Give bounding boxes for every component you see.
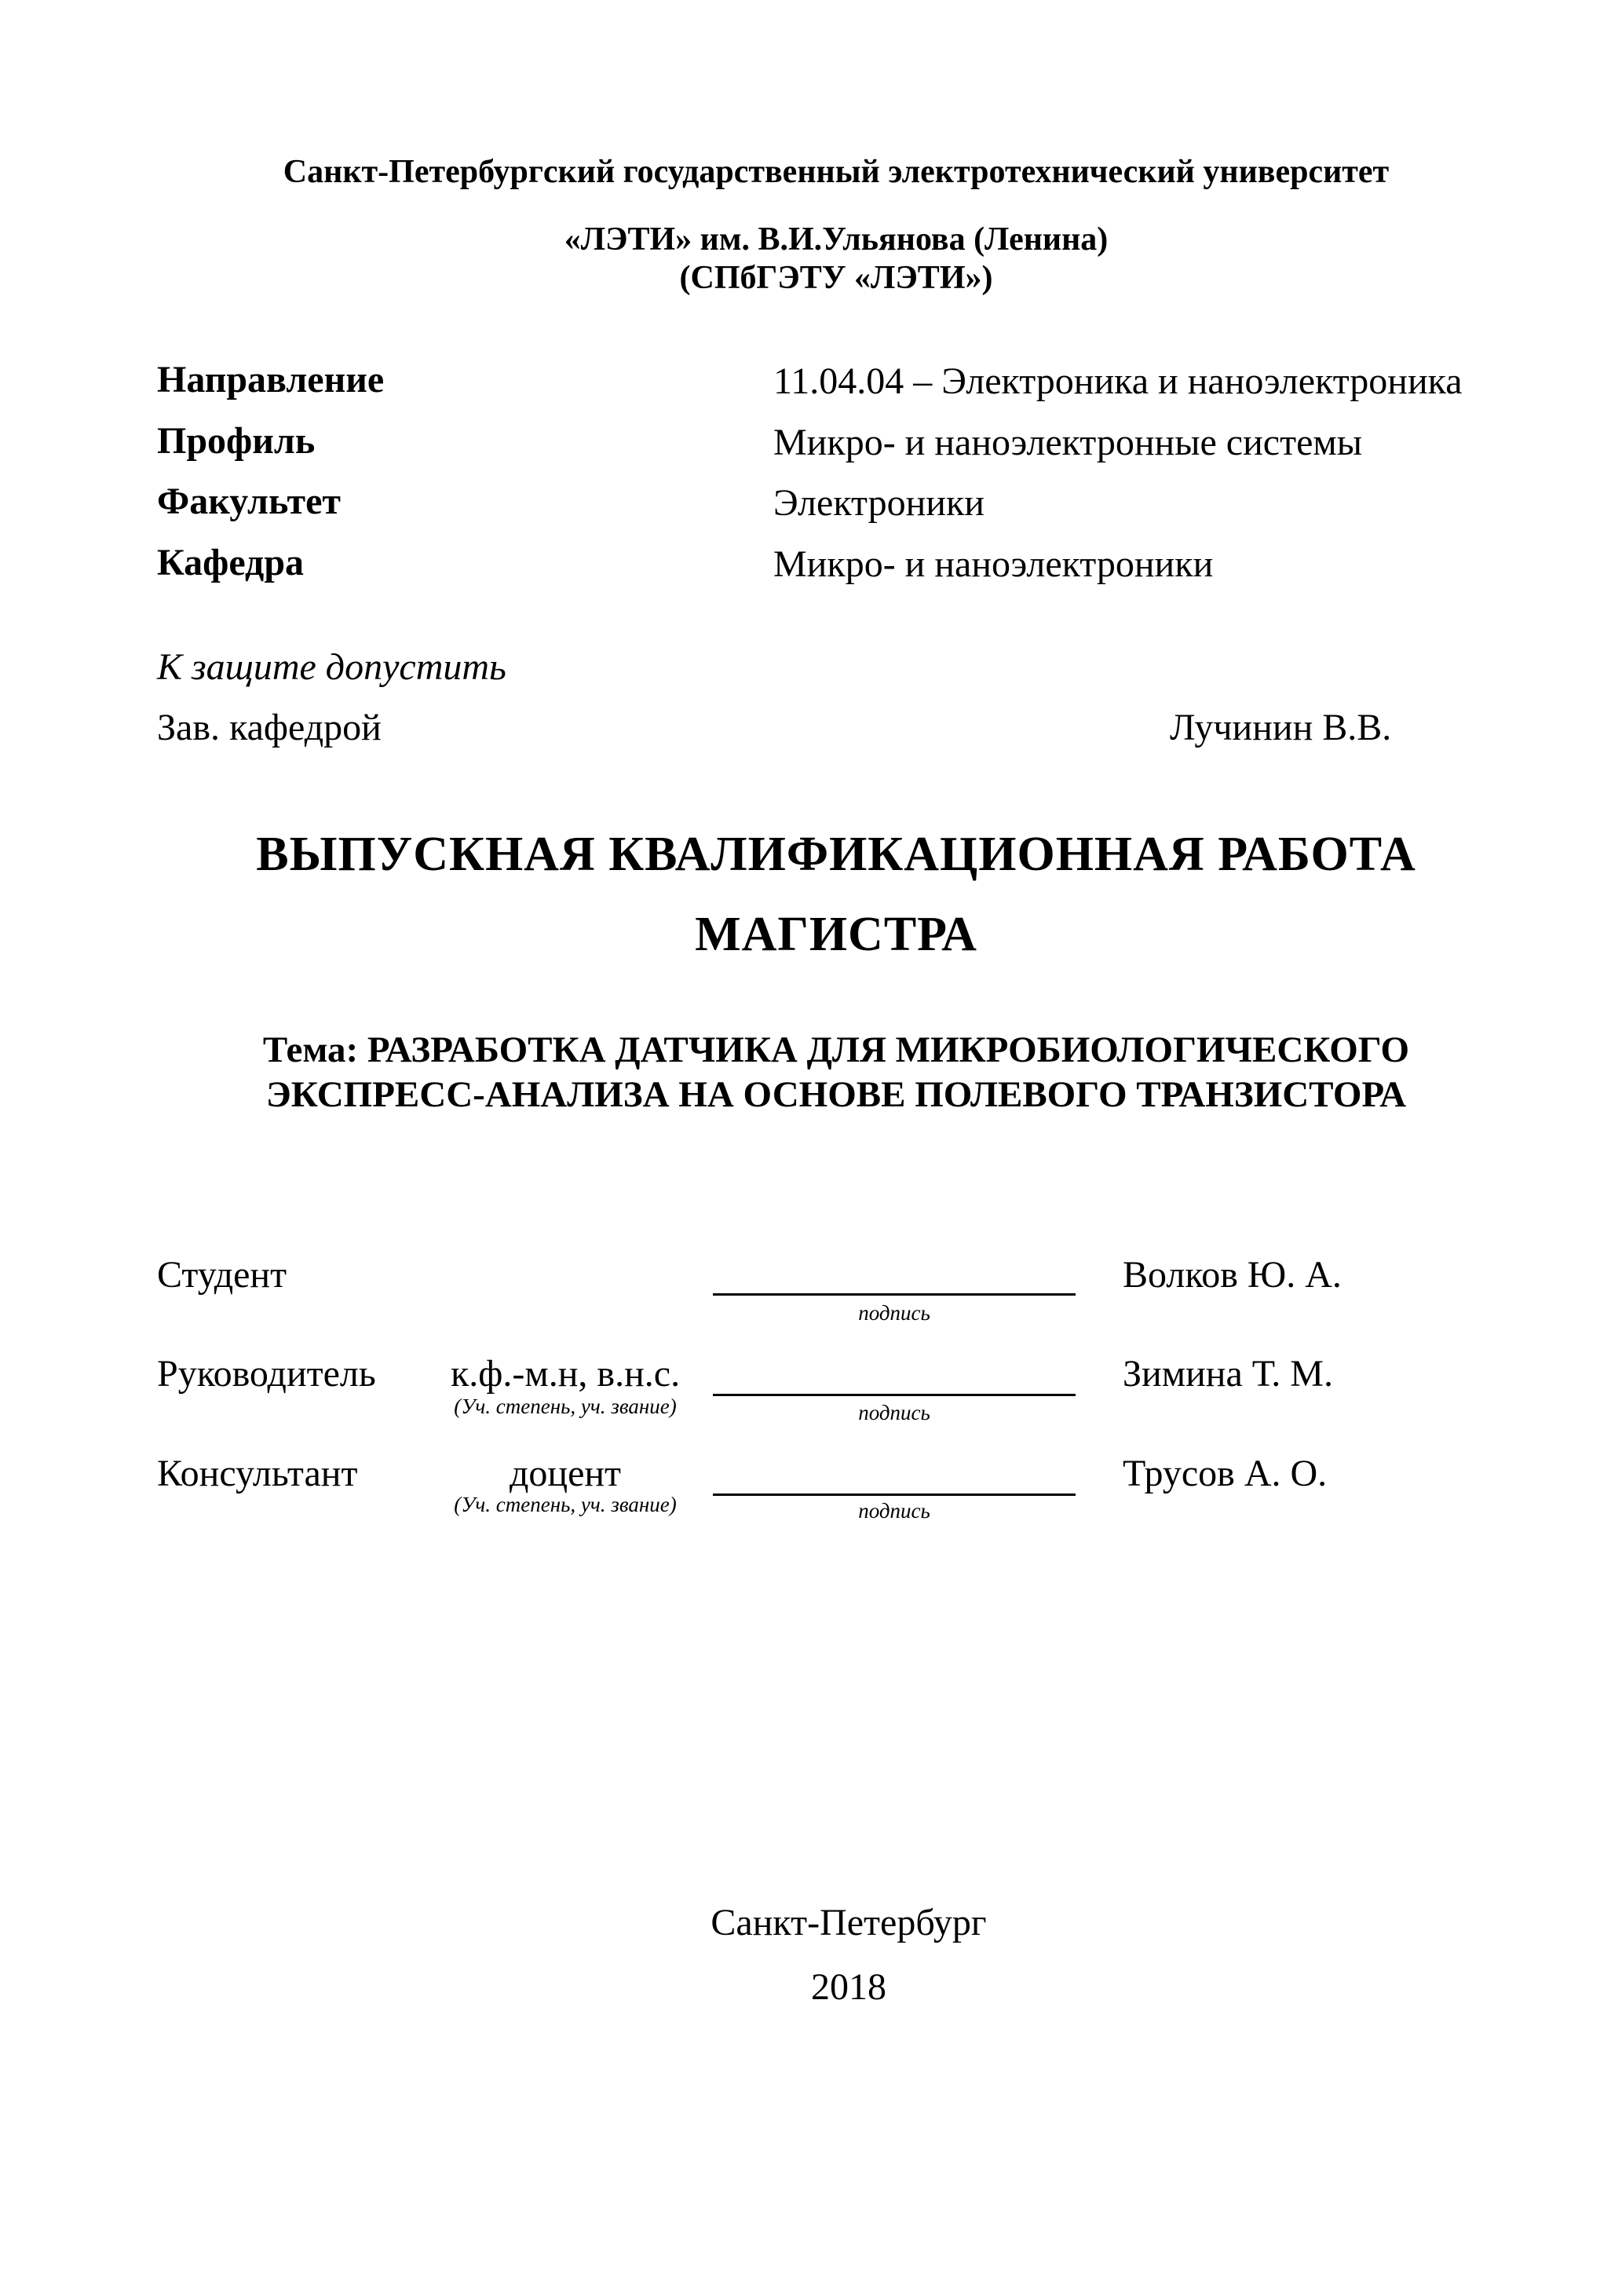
work-title-line1: ВЫПУСКНАЯ КВАЛИФИКАЦИОННАЯ РАБОТА — [256, 828, 1416, 881]
supervisor-signature-line — [713, 1394, 1076, 1396]
consultant-signature-caption: подпись — [858, 1499, 930, 1523]
direction-value: 11.04.04 – Электроника и наноэлектроника — [773, 360, 1463, 402]
supervisor-signature-caption: подпись — [858, 1401, 930, 1424]
consultant-name: Трусов А. О. — [1123, 1453, 1328, 1494]
footer-city: Санкт-Петербург — [711, 1902, 987, 1943]
consultant-degree: доцент — [509, 1453, 622, 1494]
consultant-degree-note: (Уч. степень, уч. звание) — [454, 1493, 677, 1516]
permit-to-defence-line: К защите допустить — [157, 646, 506, 688]
department-head-name: Лучинин В.В. — [1170, 707, 1392, 748]
direction-label: Направление — [157, 359, 385, 400]
university-name-line1: Санкт-Петербургский государственный электротехнический университет — [283, 154, 1390, 190]
profile-label: Профиль — [157, 420, 316, 462]
supervisor-role-label: Руководитель — [157, 1353, 376, 1395]
work-title-line2: МАГИСТРА — [695, 908, 977, 961]
footer-year: 2018 — [811, 1966, 886, 2008]
faculty-label: Факультет — [157, 481, 341, 522]
student-signature-line — [713, 1293, 1076, 1296]
university-abbreviation: (СПбГЭТУ «ЛЭТИ») — [679, 260, 993, 296]
supervisor-degree: к.ф.-м.н, в.н.с. — [450, 1353, 681, 1395]
supervisor-degree-note: (Уч. степень, уч. звание) — [454, 1395, 677, 1418]
supervisor-name: Зимина Т. М. — [1123, 1353, 1333, 1395]
department-head-label: Зав. кафедрой — [157, 707, 382, 748]
student-name: Волков Ю. А. — [1123, 1254, 1342, 1296]
profile-value: Микро- и наноэлектронные системы — [773, 422, 1362, 463]
department-label: Кафедра — [157, 542, 305, 583]
student-role-label: Студент — [157, 1254, 287, 1296]
faculty-value: Электроники — [773, 482, 985, 524]
topic-line1: Тема: РАЗРАБОТКА ДАТЧИКА ДЛЯ МИКРОБИОЛОГИЧЕСКОГО — [262, 1029, 1410, 1070]
consultant-signature-line — [713, 1493, 1076, 1496]
consultant-role-label: Консультант — [157, 1453, 358, 1494]
department-value: Микро- и наноэлектроники — [773, 543, 1214, 585]
student-signature-caption: подпись — [858, 1301, 930, 1325]
topic-line2: ЭКСПРЕСС-АНАЛИЗА НА ОСНОВЕ ПОЛЕВОГО ТРАНЗИСТОРА — [265, 1074, 1407, 1115]
university-name-line2: «ЛЭТИ» им. В.И.Ульянова (Ленина) — [564, 221, 1109, 258]
